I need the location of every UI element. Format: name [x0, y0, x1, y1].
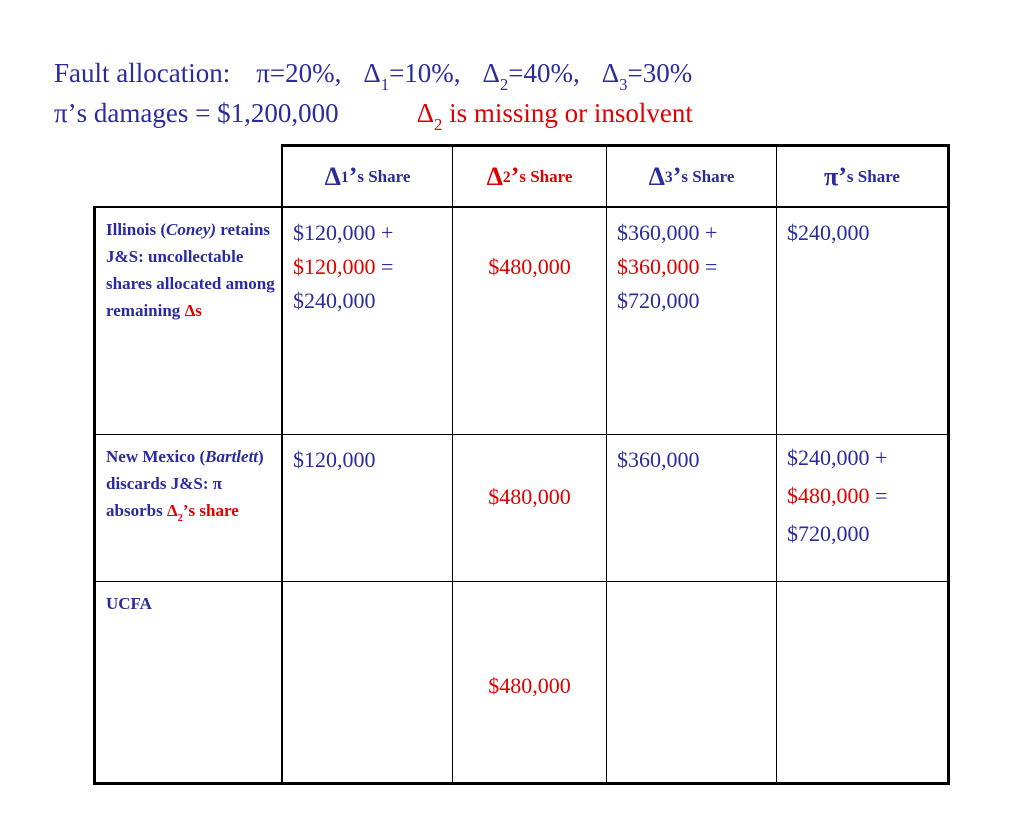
cell-illinois-d2: $480,000	[488, 254, 571, 279]
cell-ucfa-d2: $480,000	[488, 673, 571, 698]
d3-allocation: =30%	[627, 58, 693, 88]
cell-new-mexico-d3: $360,000	[617, 447, 700, 472]
cell-new-mexico-d2: $480,000	[488, 484, 571, 509]
row-label-new-mexico: New Mexico (Bartlett) discards J&S: π absorbs $\Delta_2’s$ share	[106, 447, 264, 525]
header-d1-share: Δ $_1$ ’ s Share	[324, 161, 411, 191]
delta-subscript: 2	[499, 74, 509, 94]
pi-allocation: =20%,	[269, 58, 342, 88]
cell-illinois-d1: $120,000 + $120,000 = $240,000	[293, 220, 394, 313]
cell-new-mexico-d1: $120,000	[293, 447, 376, 472]
pi-symbol: π	[256, 58, 270, 88]
d2-allocation: =40%,	[508, 58, 580, 88]
delta-symbol: Δ	[482, 58, 500, 88]
header-pi-share: π ’ s Share	[824, 161, 900, 191]
table-border	[947, 144, 950, 785]
cell-new-mexico-pi: $240,000 + $480,000 = $720,000	[787, 445, 888, 546]
damages-text: ’s damages = $1,200,000	[67, 98, 339, 128]
cell-illinois-d3: $360,000 + $360,000 = $720,000	[617, 220, 718, 313]
delta-symbol: Δ	[363, 58, 381, 88]
table-border	[93, 782, 950, 785]
delta-symbol: Δ	[416, 98, 434, 128]
row-label-illinois: Illinois (Coney) retains J&S: uncollectable shares allocated among remaining Δs	[106, 220, 275, 320]
row-label-ucfa: UCFA	[106, 594, 152, 613]
pi-symbol: π	[54, 98, 68, 128]
delta-subscript: 2	[433, 114, 443, 134]
delta-subscript: 1	[380, 74, 390, 94]
header-d3-share: Δ $_3$ ’ s Share	[648, 161, 735, 191]
missing-text: is missing or insolvent	[442, 98, 693, 128]
d1-allocation: =10%,	[389, 58, 461, 88]
delta-subscript: 3	[619, 74, 628, 94]
delta-symbol: Δ	[601, 58, 620, 88]
fault-allocation-label: Fault allocation:	[54, 58, 231, 88]
header-d2-share: Δ $_2$ ’ s Share	[486, 161, 573, 191]
cell-illinois-pi: $240,000	[787, 220, 870, 245]
